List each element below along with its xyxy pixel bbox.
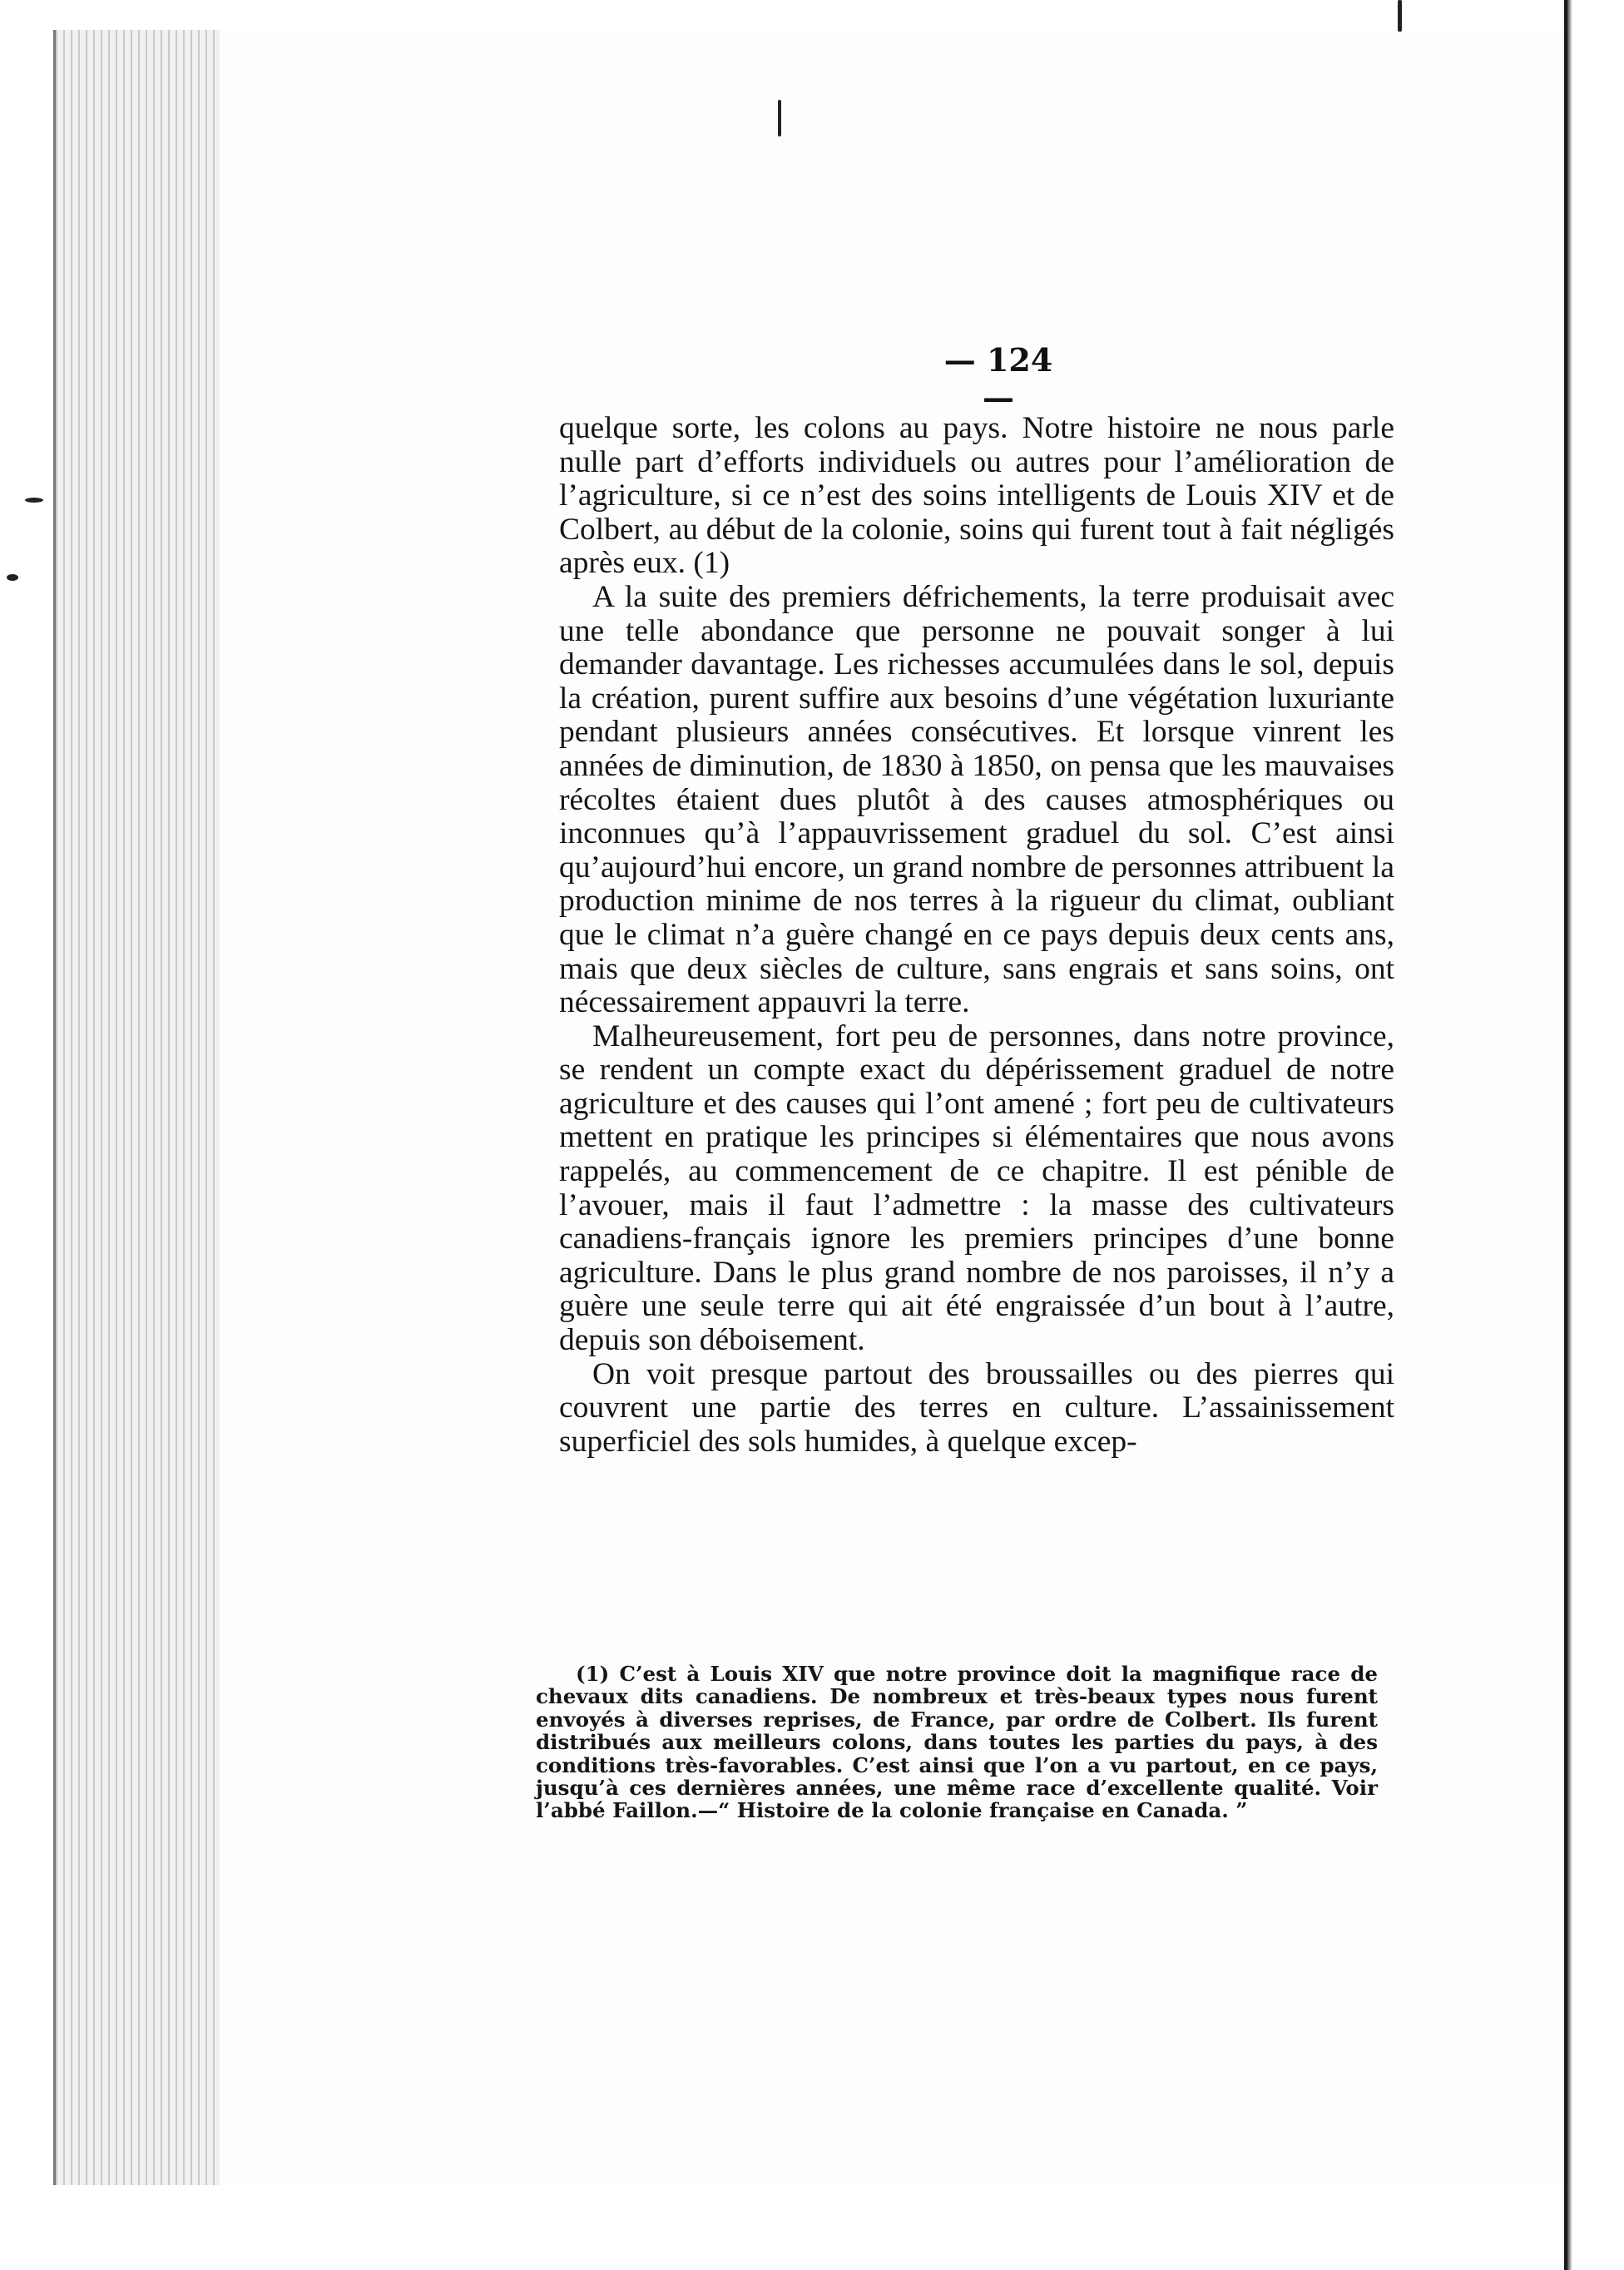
paragraph: quelque sorte, les colons au pays. Notre histoire ne nous parle nulle part d’efforts individuels ou autres pour l’amélioration de l’agriculture, si ce n’est des soins intelligents de Louis XIV et de Colbert, au début de la colonie, soins qui furent tout à fait négligés après eux. (1)	[559, 411, 1394, 581]
body-text	[559, 412, 1394, 1459]
page-number: — 124 —	[943, 341, 1053, 416]
paragraph: A la suite des premiers défrichements, la terre produisait avec une telle abondance que personne ne pouvait songer à lui demander davantage. Les richesses accumulées dans le sol, depuis la création, purent suffire aux besoins d’une végétation luxuriante pendant plusieurs années consécutives. Et lorsque vinrent les années de diminution, de 1830 à 1850, on pensa que les mauvaises récoltes étaient dues plutôt à des causes atmosphériques ou inconnues qu’à l’appauvrissement graduel du sol. C’est ainsi qu’aujourd’hui encore, un grand nombre de personnes attribuent la production minime de nos terres à la rigueur du climat, oubliant que le climat n’a guère changé en ce pays depuis deux cents ans, mais que deux siècles de culture, sans engrais et sans soins, ont nécessairement appauvri la terre.	[559, 579, 1394, 1020]
book-binding-edge	[1564, 0, 1624, 2270]
scan-speck	[1398, 0, 1402, 32]
book-page-edges	[53, 30, 222, 2185]
binding-shadow	[1567, 0, 1572, 2270]
footnote: (1) C’est à Louis XIV que notre province doit la magnifique race de chevaux dits canadiens. De nombreux et très-beaux types nous furent envoyés à diverses reprises, de France, par ordre de Colbert. Ils furent distribués aux meilleurs colons, dans toutes les parties du pays, à des conditions très-favorables. C’est ainsi que l’on a vu partout, en ce pays, jusqu’à ces dernières années, une même race d’excellente qualité. Voir l’abbé Faillon.—“ Histoire de la colonie française en Canada. ”	[536, 1662, 1378, 1823]
scan-speck	[7, 574, 18, 581]
scan-speck	[25, 498, 43, 503]
scan-speck	[778, 100, 781, 136]
paragraph: Malheureusement, fort peu de personnes, dans notre province, se rendent un compte exact du dépérissement graduel de notre agriculture et des causes qui l’ont amené ; fort peu de cultivateurs mettent en pratique les principes si élémentaires que nous avons rappelés, au commencement de ce chapitre. Il est pénible de l’avouer, mais il faut l’admettre : la masse des cultivateurs canadiens-français ignore les premiers principes d’une bonne agriculture. Dans le plus grand nombre de nos paroisses, il n’y a guère une seule terre qui ait été engraissée d’un bout à l’autre, depuis son déboisement.	[559, 1019, 1394, 1358]
paragraph: On voit presque partout des broussailles ou des pierres qui couvrent une partie des terres en culture. L’assainissement superficiel des sols humides, à quelque excep-	[559, 1356, 1394, 1459]
